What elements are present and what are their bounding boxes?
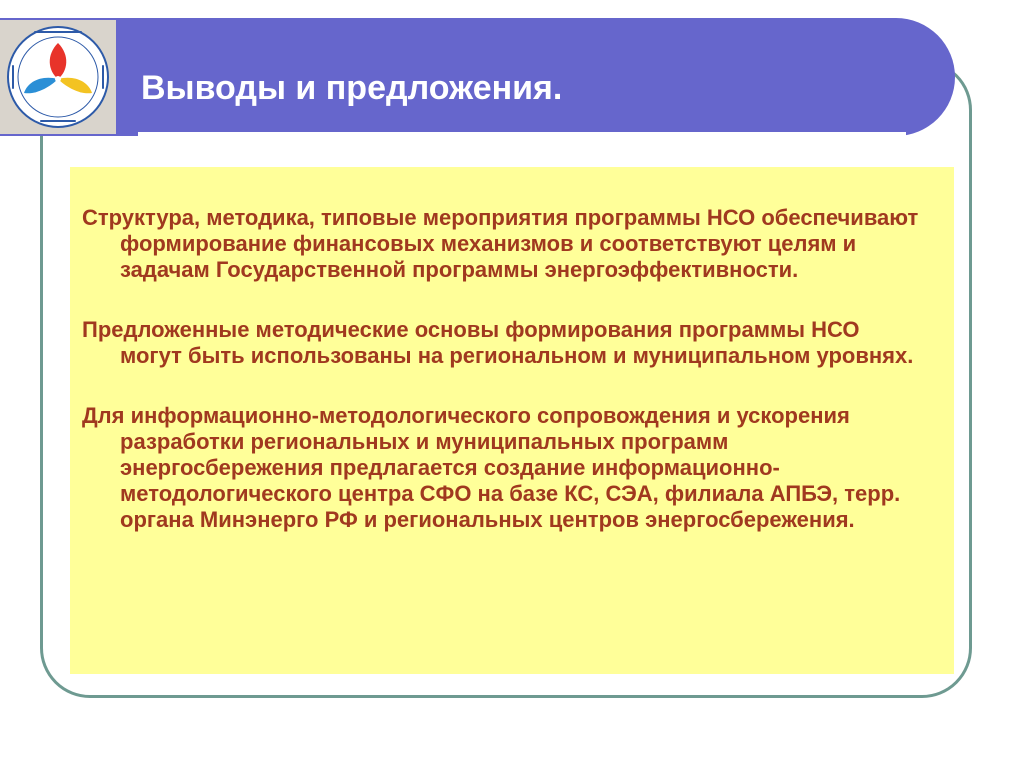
slide-title: Выводы и предложения. xyxy=(141,69,563,107)
title-underline xyxy=(138,132,906,136)
content-box xyxy=(70,167,954,674)
energy-efficiency-emblem-icon xyxy=(4,25,112,129)
logo xyxy=(0,20,116,134)
paragraph-2: Предложенные методические основы формирования программы НСО могут быть использованы на региональном и муниципальном уровнях. xyxy=(82,317,914,368)
paragraph-1: Структура, методика, типовые мероприятия программы НСО обеспечивают формирование финансовых механизмов и соответствуют целям и задачам Государственной программы энергоэффективности. xyxy=(82,205,919,282)
paragraph-3: Для информационно-методологического сопровождения и ускорения разработки региональных и муниципальных программ энергосбережения предлагается создание информационно-методологического центра СФО на базе КС, СЭА, филиала АПБЭ, терр. органа Минэнерго РФ и региональных центров энергосбережения. xyxy=(82,403,901,532)
